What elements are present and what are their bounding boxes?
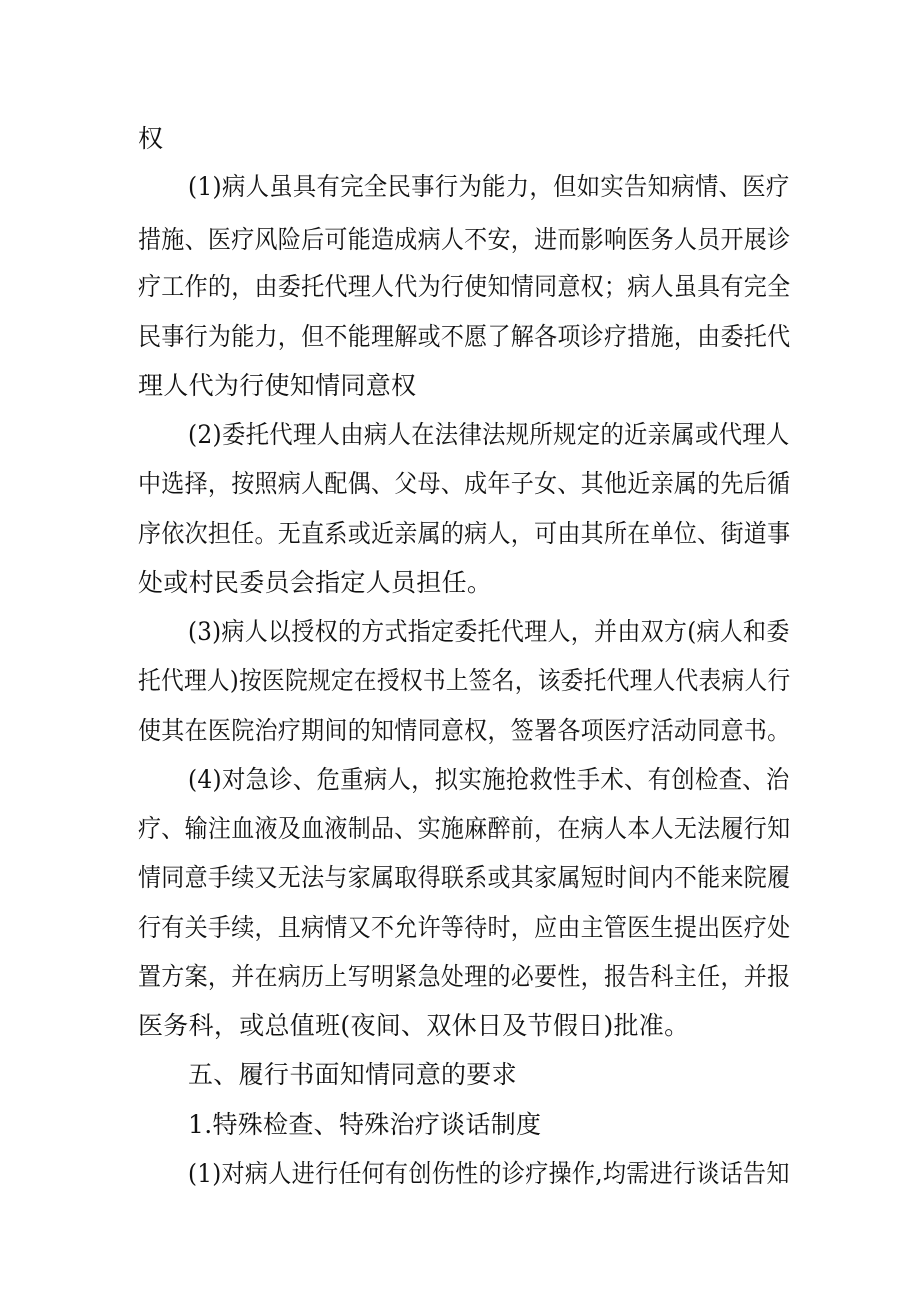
text-line (0, 809, 920, 849)
text-line-content: 托代理人)按医院规定在授权书上签名，该委托代理人代表病人行 (138, 666, 791, 695)
paragraph-first-line (0, 760, 920, 800)
section-heading-text: 五、履行书面知情同意的要求 (188, 1060, 517, 1089)
subsection-heading (0, 1105, 920, 1145)
text-line-content: 医务科，或总值班(夜间、双休日及节假日)批准。 (138, 1011, 690, 1040)
text-line-content: (4)对急诊、危重病人，拟实施抢救性手术、有创检查、治 (188, 765, 790, 794)
text-line (0, 858, 920, 898)
text-line (0, 661, 920, 701)
text-line-content: 权 (138, 124, 164, 153)
text-line-content: (1)病人虽具有完全民事行为能力，但如实告知病情、医疗 (188, 172, 790, 201)
text-line-content: 疗、输注血液及血液制品、实施麻醉前，在病人本人无法履行知 (138, 814, 791, 843)
text-line-content: (1)对病人进行任何有创伤性的诊疗操作,均需进行谈话告知 (188, 1159, 790, 1188)
text-line-content: 序依次担任。无直系或近亲属的病人，可由其所在单位、街道事 (138, 519, 791, 548)
text-line-content: (3)病人以授权的方式指定委托代理人，并由双方(病人和委 (188, 617, 790, 646)
text-line (0, 464, 920, 504)
text-line (0, 1006, 920, 1046)
subsection-heading-text: 1.特殊检查、特殊治疗谈话制度 (188, 1110, 542, 1139)
text-line (0, 119, 920, 159)
text-line-content: 疗工作的，由委托代理人代为行使知情同意权；病人虽具有完全 (138, 272, 791, 301)
text-line (0, 366, 920, 406)
text-line (0, 317, 920, 357)
text-line (0, 220, 920, 260)
text-line (0, 711, 920, 751)
text-line (0, 267, 920, 307)
paragraph-first-line (0, 167, 920, 207)
text-line-content: 中选择，按照病人配偶、父母、成年子女、其他近亲属的先后循 (138, 469, 791, 498)
text-line (0, 514, 920, 554)
text-line-content: 理人代为行使知情同意权 (138, 371, 417, 400)
text-line-content: (2)委托代理人由病人在法律法规所规定的近亲属或代理人 (188, 420, 790, 449)
text-line-content: 情同意手续又无法与家属取得联系或其家属短时间内不能来院履 (138, 863, 791, 892)
text-line-content: 置方案，并在病历上写明紧急处理的必要性，报告科主任，并报 (138, 962, 791, 991)
text-line-content: 措施、医疗风险后可能造成病人不安，进而影响医务人员开展诊 (138, 225, 791, 254)
text-line-content: 行有关手续，且病情又不允许等待时，应由主管医生提出医疗处 (138, 913, 791, 942)
paragraph-first-line (0, 415, 920, 455)
text-line (0, 957, 920, 997)
paragraph-first-line (0, 1154, 920, 1194)
text-line (0, 908, 920, 948)
section-heading (0, 1055, 920, 1095)
text-line (0, 563, 920, 603)
text-line-content: 使其在医院治疗期间的知情同意权，签署各项医疗活动同意书。 (138, 716, 791, 745)
text-line-content: 民事行为能力，但不能理解或不愿了解各项诊疗措施，由委托代 (138, 322, 791, 351)
text-line-content: 处或村民委员会指定人员担任。 (138, 568, 493, 597)
paragraph-first-line (0, 612, 920, 652)
